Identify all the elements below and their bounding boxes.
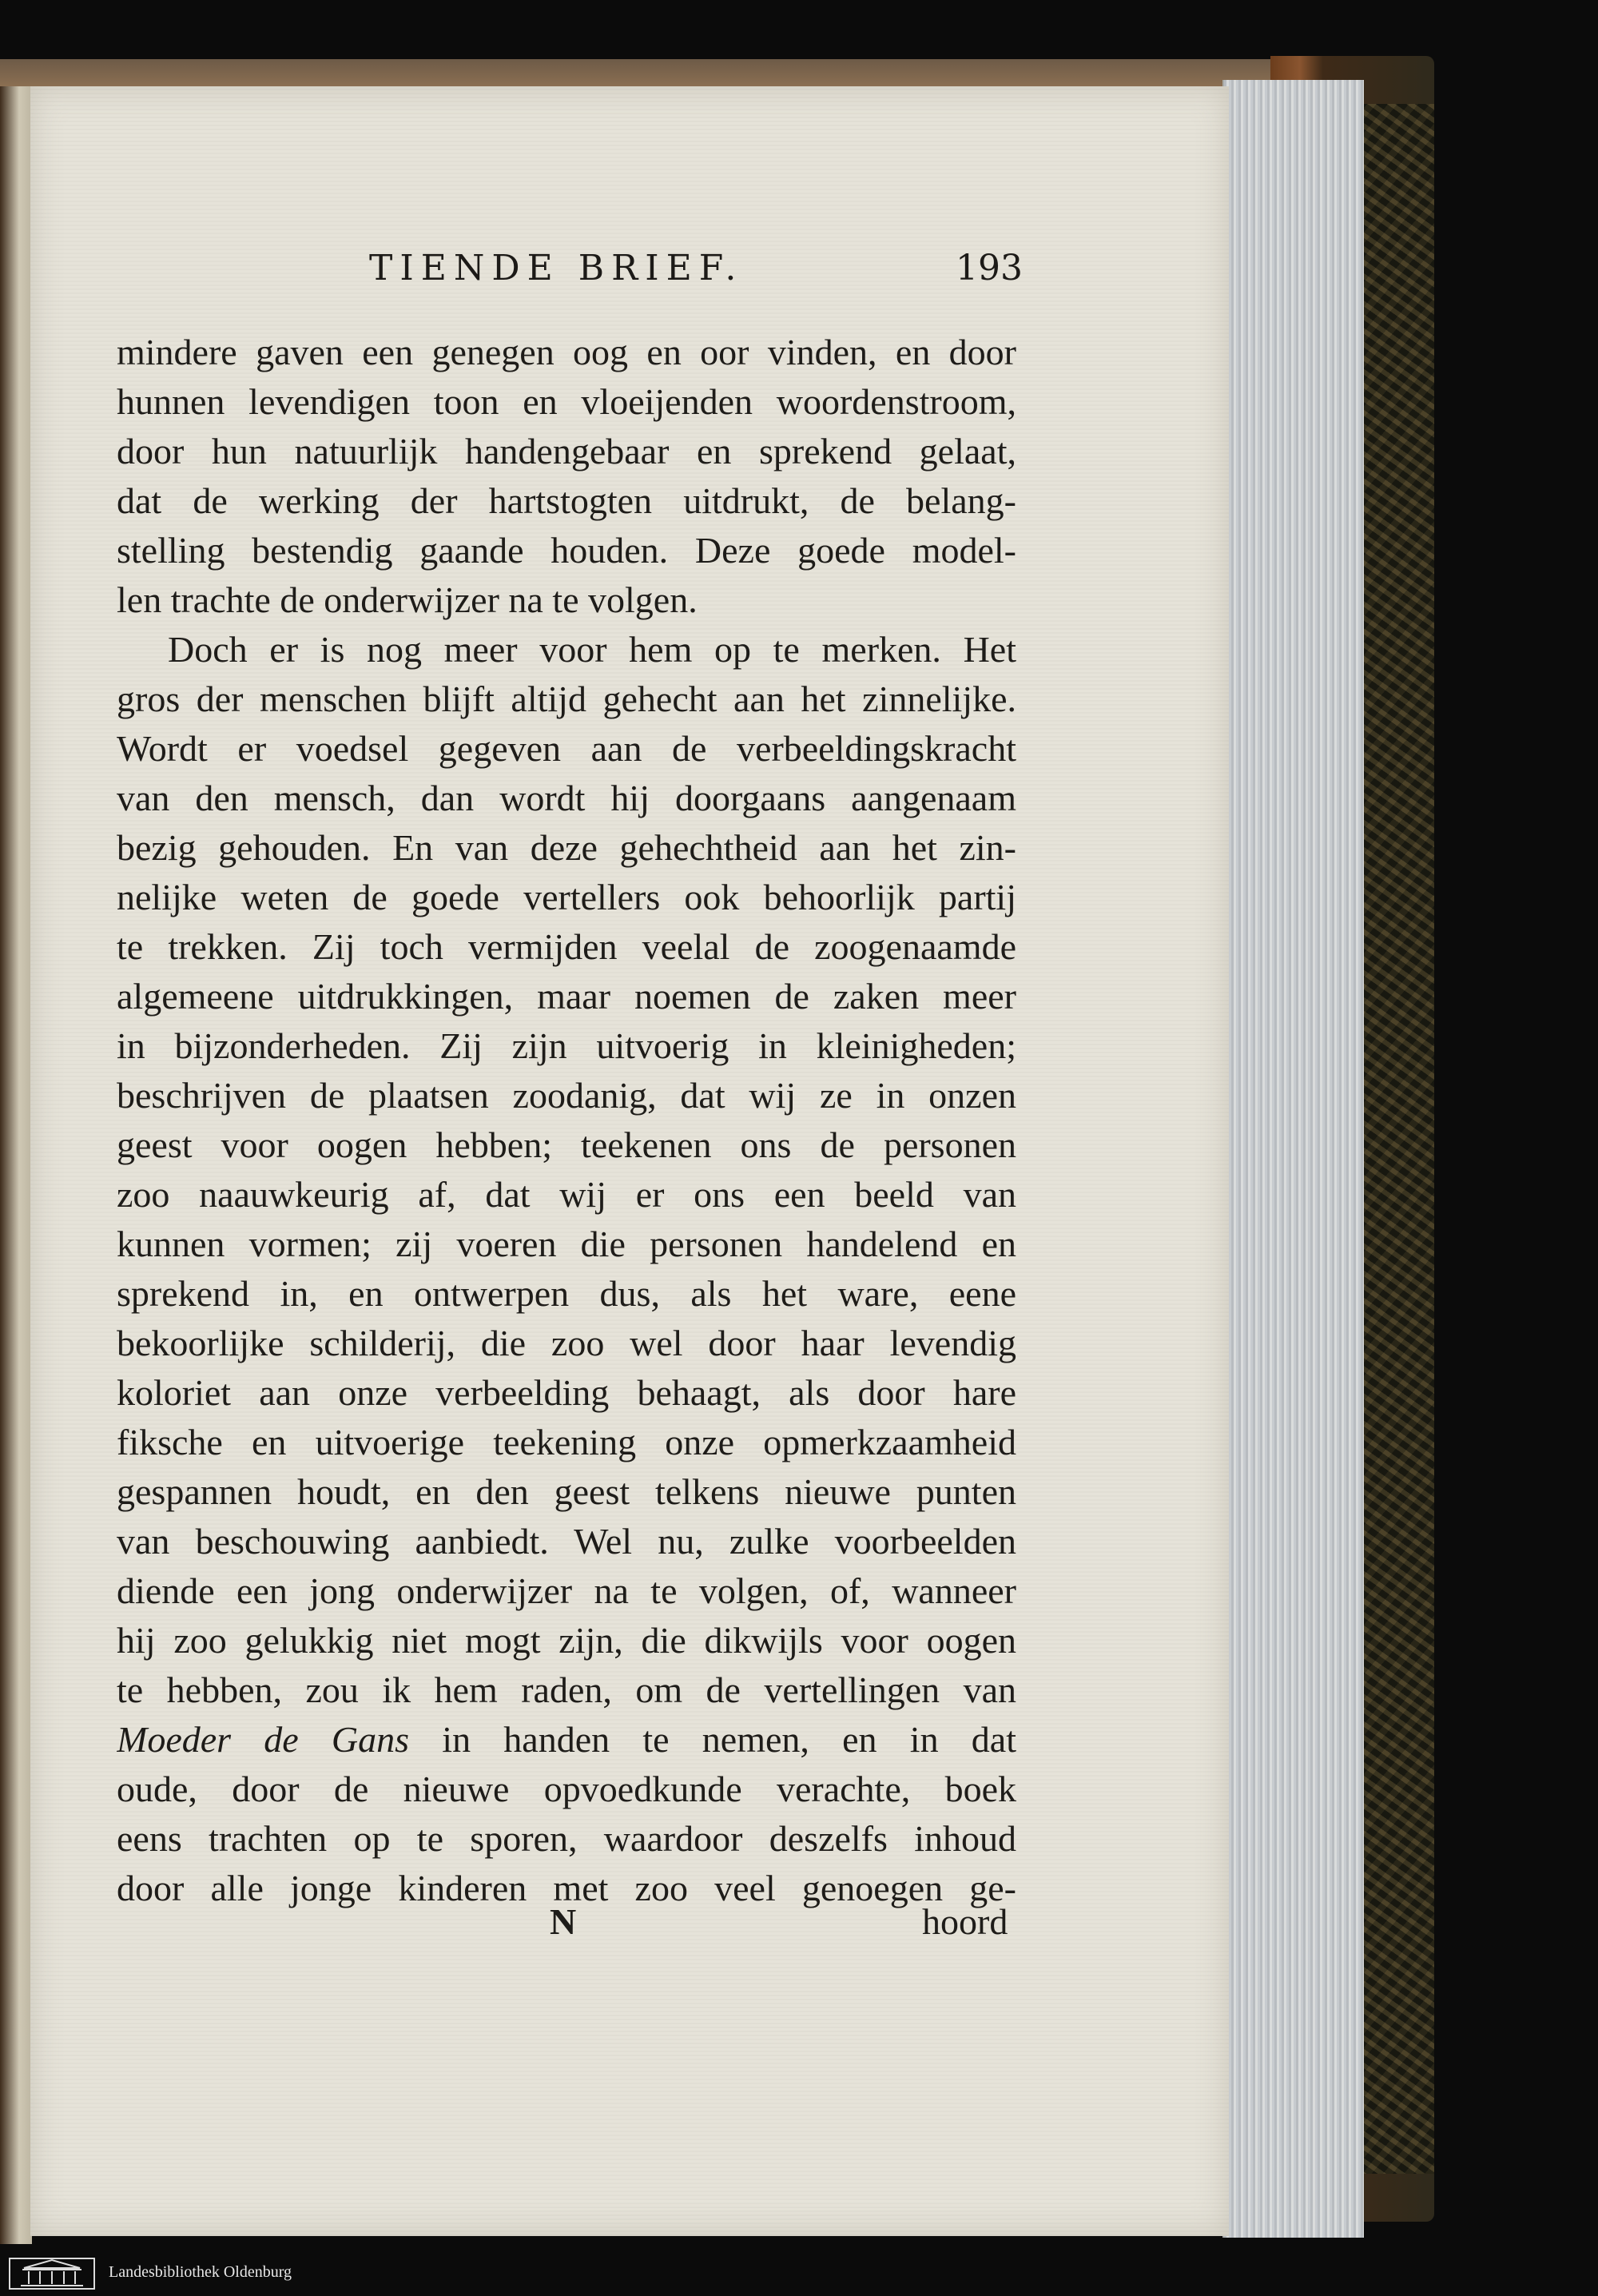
text-line: Doch er is nog meer voor hem op te merken. Het — [168, 629, 1016, 670]
library-building-icon — [8, 2255, 96, 2292]
text-line: geest voor oogen hebben; teekenen ons de personen — [117, 1124, 1016, 1165]
text-line: gros der menschen blijft altijd gehecht aan het zinnelijke. — [117, 678, 1016, 719]
text-line: mindere gaven een genegen oog en oor vinden, en door — [117, 332, 1016, 372]
marbled-cover-board — [1358, 104, 1434, 2174]
text-line: beschrijven de plaatsen zoodanig, dat wij ze in onzen — [117, 1075, 1016, 1116]
text-line: bekoorlijke schilderij, die zoo wel door haar levendig — [117, 1323, 1016, 1363]
text-line: gespannen houdt, en den geest telkens nieuwe punten — [117, 1471, 1016, 1512]
text-line: Wordt er voedsel gegeven aan de verbeeldingskracht — [117, 728, 1016, 769]
text-line: hij zoo gelukkig niet mogt zijn, die dikwijls voor oogen — [117, 1620, 1016, 1661]
text-line: algemeene uitdrukkingen, maar noemen de zaken meer — [117, 976, 1016, 1017]
catchword: hoord — [922, 1901, 1008, 1942]
text-line-rest: in handen te nemen, en in dat — [409, 1719, 1016, 1760]
text-line: door alle jonge kinderen met zoo veel genoegen ge- — [117, 1868, 1016, 1908]
text-line: in bijzonderheden. Zij zijn uitvoerig in kleinigheden; — [117, 1025, 1016, 1066]
text-line: nelijke weten de goede vertellers ook behoorlijk partij — [117, 877, 1016, 917]
text-line: zoo naauwkeurig af, dat wij er ons een beeld van — [117, 1174, 1016, 1215]
previous-page-edge — [0, 86, 32, 2244]
signature-mark: N — [550, 1901, 577, 1942]
page-number: 193 — [956, 248, 1023, 288]
running-head: TIENDE BRIEF. — [369, 248, 744, 288]
text-line: van beschouwing aanbiedt. Wel nu, zulke voorbeelden — [117, 1521, 1016, 1562]
text-line: eens trachten op te sporen, waardoor deszelfs inhoud — [117, 1818, 1016, 1859]
text-line: te trekken. Zij toch vermijden veelal de zoogenaamde — [117, 926, 1016, 967]
text-line: stelling bestendig gaande houden. Deze goede model- — [117, 530, 1016, 571]
text-line: van den mensch, dan wordt hij doorgaans aangenaam — [117, 778, 1016, 818]
library-name: Landesbibliothek Oldenburg — [109, 2263, 292, 2281]
text-line: dat de werking der hartstogten uitdrukt, de belang- — [117, 480, 1016, 521]
text-line: len trachte de onderwijzer na te volgen. — [117, 579, 698, 620]
text-line: fiksche en uitvoerige teekening onze opmerkzaamheid — [117, 1422, 1016, 1462]
text-line: koloriet aan onze verbeelding behaagt, als door hare — [117, 1372, 1016, 1413]
book-cover-top-edge — [0, 59, 1430, 86]
text-line: te hebben, zou ik hem raden, om de vertellingen van — [117, 1669, 1016, 1710]
text-line: diende een jong onderwijzer na te volgen, of, wanneer — [117, 1570, 1016, 1611]
text-line: oude, door de nieuwe opvoedkunde verachte, boek — [117, 1769, 1016, 1809]
text-line: door hun natuurlijk handengebaar en sprekend gelaat, — [117, 431, 1016, 472]
text-line: hunnen levendigen toon en vloeijenden woordenstroom, — [117, 381, 1016, 422]
page-body-text — [117, 328, 1016, 1913]
text-line — [117, 1715, 1016, 1765]
page-edge-stack — [1222, 80, 1364, 2238]
text-line: bezig gehouden. En van deze gehechtheid aan het zin- — [117, 827, 1016, 868]
text-line: kunnen vormen; zij voeren die personen handelend en — [117, 1224, 1016, 1264]
text-line: sprekend in, en ontwerpen dus, als het ware, eene — [117, 1273, 1016, 1314]
book-title-italic: Moeder de Gans — [117, 1719, 410, 1760]
